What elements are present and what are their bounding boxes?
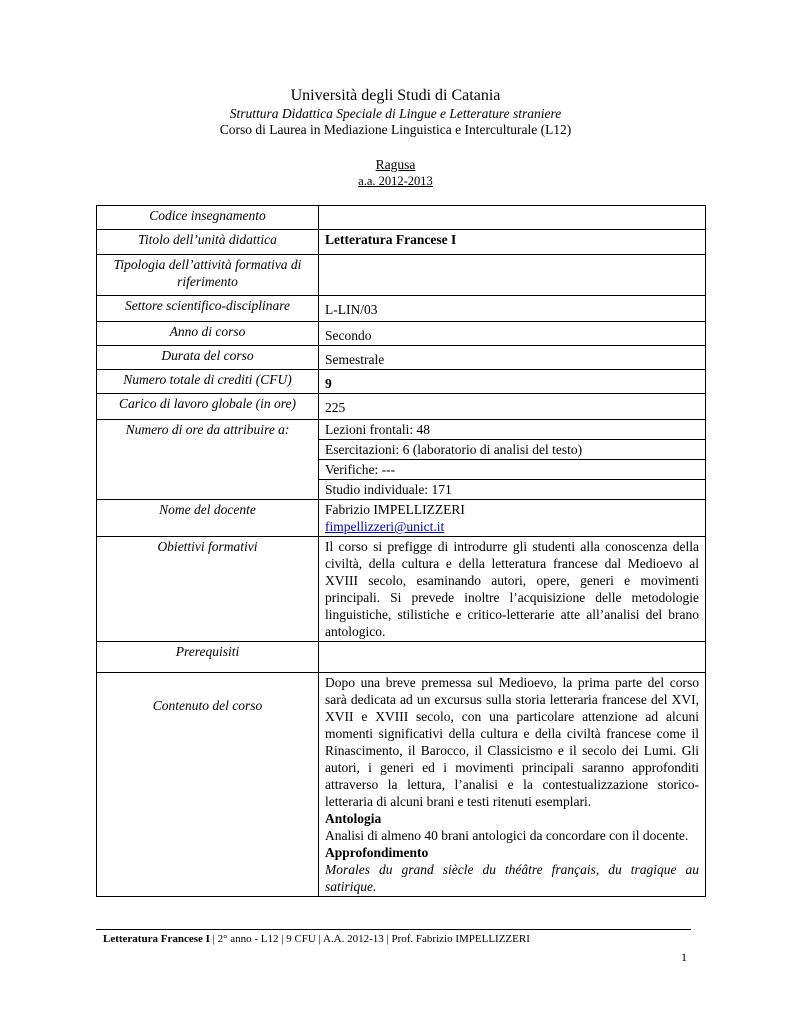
value-ore-esercitazioni: Esercitazioni: 6 (laboratorio di analisi del testo) bbox=[319, 440, 706, 460]
row-prerequisiti bbox=[97, 642, 706, 673]
label-carico: Carico di lavoro globale (in ore) bbox=[97, 394, 319, 420]
value-settore: L-LIN/03 bbox=[319, 296, 706, 322]
antologia-heading: Antologia bbox=[325, 811, 382, 826]
page-number: 1 bbox=[681, 950, 687, 964]
footer-divider bbox=[96, 929, 691, 930]
value-ore-lezioni: Lezioni frontali: 48 bbox=[319, 420, 706, 440]
value-titolo: Letteratura Francese I bbox=[319, 230, 706, 255]
page-footer bbox=[103, 932, 530, 946]
value-obiettivi: Il corso si prefigge di introdurre gli studenti alla conoscenza della civiltà, della cultura e della letteratura francese dal Medioevo al XVIII secolo, esaminando autori, opere, generi e movimenti principali. Si prevede inoltre l’acquisizione delle metodologie linguistiche, stilistiche e critico-letterarie atte all’analisi del brano antologico. bbox=[319, 537, 706, 642]
row-ore-1 bbox=[97, 420, 706, 440]
row-obiettivi bbox=[97, 537, 706, 642]
academic-year: a.a. 2012-2013 bbox=[358, 174, 433, 188]
label-docente: Nome del docente bbox=[97, 500, 319, 537]
row-contenuto bbox=[97, 673, 706, 897]
row-docente bbox=[97, 500, 706, 537]
structure-name: Struttura Didattica Speciale di Lingue e Letterature straniere bbox=[229, 106, 562, 121]
row-crediti bbox=[97, 370, 706, 394]
row-carico bbox=[97, 394, 706, 420]
value-ore-studio: Studio individuale: 171 bbox=[319, 480, 706, 500]
value-contenuto bbox=[319, 673, 706, 897]
row-codice bbox=[97, 206, 706, 230]
degree-name: Corso di Laurea in Mediazione Linguistica e Interculturale (L12) bbox=[219, 122, 572, 137]
contenuto-text: Dopo una breve premessa sul Medioevo, la prima parte del corso sarà dedicata ad un excursus sulla storia letteraria francese del XVI, XVII e XVIII secolo, con una particolare attenzione ad alcuni momenti significativi della cultura e della civiltà francese come il Rinascimento, il Barocco, il Classicismo e il secolo dei Lumi. Gli autori, i generi ed i movimenti principali saranno approfonditi attraverso la lettura, l’analisi e la contestualizzazione storico-letteraria di alcuni brani e testi ritenuti esemplari. bbox=[325, 675, 699, 809]
row-durata bbox=[97, 346, 706, 370]
label-settore: Settore scientifico-disciplinare bbox=[97, 296, 319, 322]
label-anno: Anno di corso bbox=[97, 322, 319, 346]
label-tipologia: Tipologia dell’attività formativa di riferimento bbox=[97, 255, 319, 296]
label-ore: Numero di ore da attribuire a: bbox=[97, 420, 319, 500]
value-durata: Semestrale bbox=[319, 346, 706, 370]
value-crediti: 9 bbox=[319, 370, 706, 394]
footer-course: Letteratura Francese I bbox=[103, 933, 210, 945]
docente-email-link[interactable]: fimpellizzeri@unict.it bbox=[325, 519, 445, 534]
course-info-table bbox=[96, 205, 706, 897]
approfondimento-text: Morales du grand siècle du théâtre français, du tragique au satirique. bbox=[325, 862, 699, 894]
value-codice bbox=[319, 206, 706, 230]
approfondimento-heading: Approfondimento bbox=[325, 845, 429, 860]
value-carico: 225 bbox=[319, 394, 706, 420]
label-prerequisiti: Prerequisiti bbox=[97, 642, 319, 673]
footer-details: | 2° anno - L12 | 9 CFU | A.A. 2012-13 | Prof. Fabrizio IMPELLIZZERI bbox=[209, 933, 530, 945]
label-crediti: Numero totale di crediti (CFU) bbox=[97, 370, 319, 394]
university-name: Università degli Studi di Catania bbox=[290, 87, 501, 104]
docente-name: Fabrizio IMPELLIZZERI bbox=[325, 502, 465, 517]
value-ore-verifiche: Verifiche: --- bbox=[319, 460, 706, 480]
row-settore bbox=[97, 296, 706, 322]
value-prerequisiti bbox=[319, 642, 706, 673]
row-anno bbox=[97, 322, 706, 346]
label-obiettivi: Obiettivi formativi bbox=[97, 537, 319, 642]
value-tipologia bbox=[319, 255, 706, 296]
label-titolo: Titolo dell’unità didattica bbox=[97, 230, 319, 255]
row-titolo bbox=[97, 230, 706, 255]
label-contenuto: Contenuto del corso bbox=[97, 673, 319, 897]
document-header bbox=[0, 86, 791, 189]
label-durata: Durata del corso bbox=[97, 346, 319, 370]
antologia-text: Analisi di almeno 40 brani antologici da concordare con il docente. bbox=[325, 828, 689, 843]
city-name: Ragusa bbox=[375, 157, 416, 172]
value-docente bbox=[319, 500, 706, 537]
row-tipologia bbox=[97, 255, 706, 296]
value-anno: Secondo bbox=[319, 322, 706, 346]
label-codice: Codice insegnamento bbox=[97, 206, 319, 230]
